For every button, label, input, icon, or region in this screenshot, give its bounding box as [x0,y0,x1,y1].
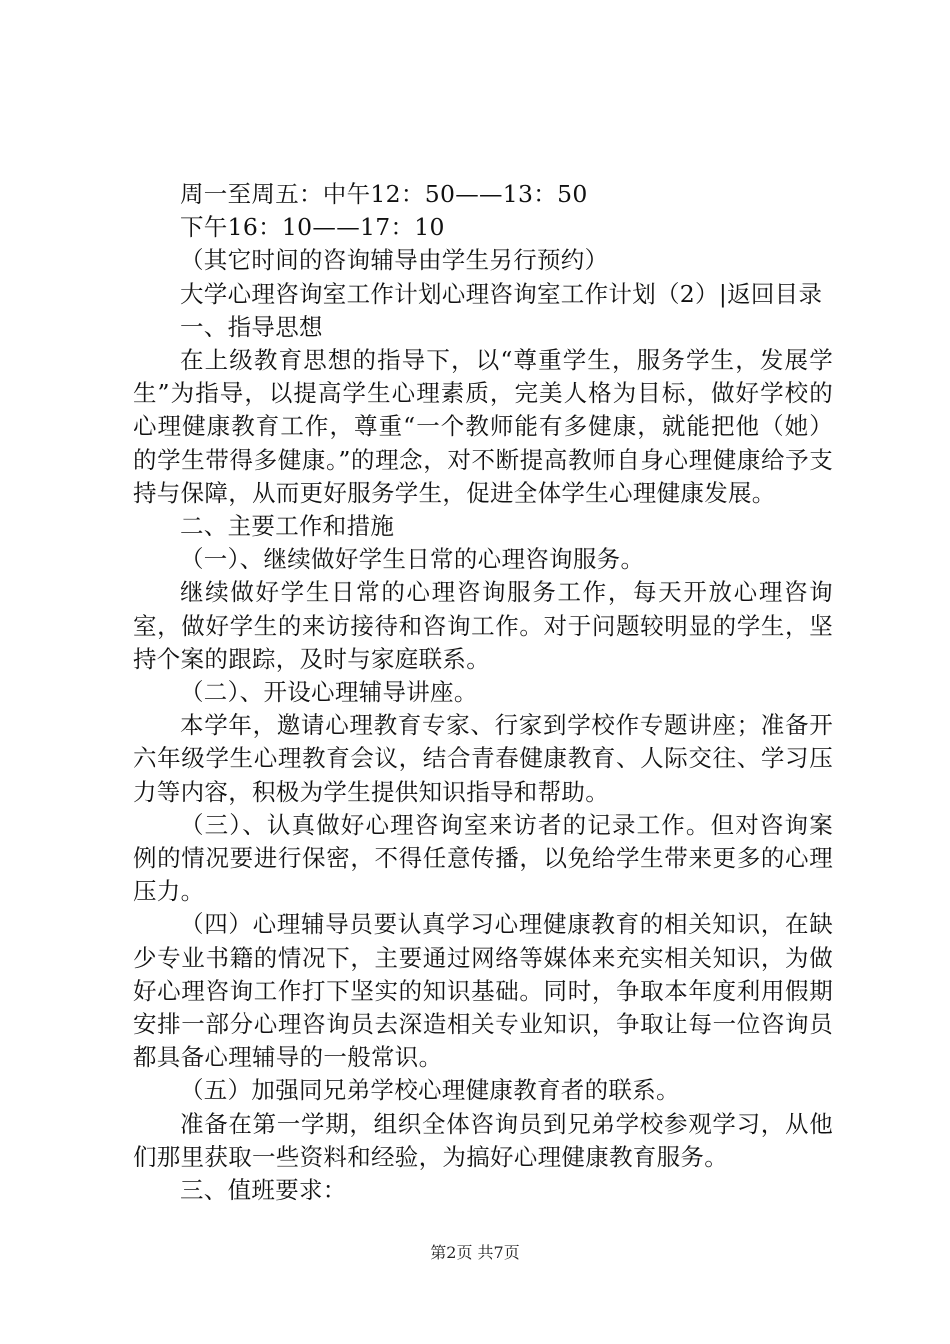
schedule-note-line: （其它时间的咨询辅导由学生另行预约） [180,246,609,275]
schedule-weekday-line: 周一至周五：中午12：50——13：50 [180,180,588,208]
heading-duty-requirements: 三、值班要求： [180,1176,347,1205]
heading-guiding-thought: 一、指导思想 [180,312,323,341]
heading-main-work: 二、主要工作和措施 [180,512,395,541]
section-title-link-line[interactable]: 大学心理咨询室工作计划心理咨询室工作计划（2）|返回目录 [180,279,823,308]
paragraph-records: （三）、认真做好心理咨询室来访者的记录工作。但对咨询案例的情况要进行保密，不得任意传播，以免给学生带来更多的心理压力。 [133,810,833,906]
document-body [133,178,833,1207]
schedule-afternoon-line: 下午16：10——17：10 [180,213,445,242]
paragraph-guiding-thought: 在上级教育思想的指导下，以“尊重学生，服务学生，发展学生”为指导，以提高学生心理素质，完美人格为目标，做好学校的心理健康教育工作，尊重“一个教师能有多健康，就能把他（她）的学生带得多健康。”的理念，对不断提高教师自身心理健康给予支持与保障，从而更好服务学生，促进全体学生心理健康发展。 [133,346,833,507]
paragraph-counseling-service: 继续做好学生日常的心理咨询服务工作，每天开放心理咨询室，做好学生的来访接待和咨询工作。对于问题较明显的学生，坚持个案的跟踪，及时与家庭联系。 [133,578,833,673]
paragraph-school-contact: 准备在第一学期，组织全体咨询员到兄弟学校参观学习，从他们那里获取一些资料和经验，为搞好心理健康教育服务。 [133,1109,833,1171]
page-number-footer: 第2页 共7页 [430,1243,520,1262]
subheading-counseling-service: （一）、继续做好学生日常的心理咨询服务。 [180,545,645,574]
paragraph-lectures: 本学年，邀请心理教育专家、行家到学校作专题讲座；准备开六年级学生心理教育会议，结合青春健康教育、人际交往、学习压力等内容，积极为学生提供知识指导和帮助。 [133,711,833,806]
paragraph-counselor-study: （四）心理辅导员要认真学习心理健康教育的相关知识，在缺少专业书籍的情况下，主要通过网络等媒体来充实相关知识，为做好心理咨询工作打下坚实的知识基础。同时，争取本年度利用假期安排一部分心理咨询员去深造相关专业知识，争取让每一位咨询员都具备心理辅导的一般常识。 [133,910,833,1072]
subheading-school-contact: （五）加强同兄弟学校心理健康教育者的联系。 [180,1076,680,1105]
subheading-lectures: （二）、开设心理辅导讲座。 [180,678,478,707]
